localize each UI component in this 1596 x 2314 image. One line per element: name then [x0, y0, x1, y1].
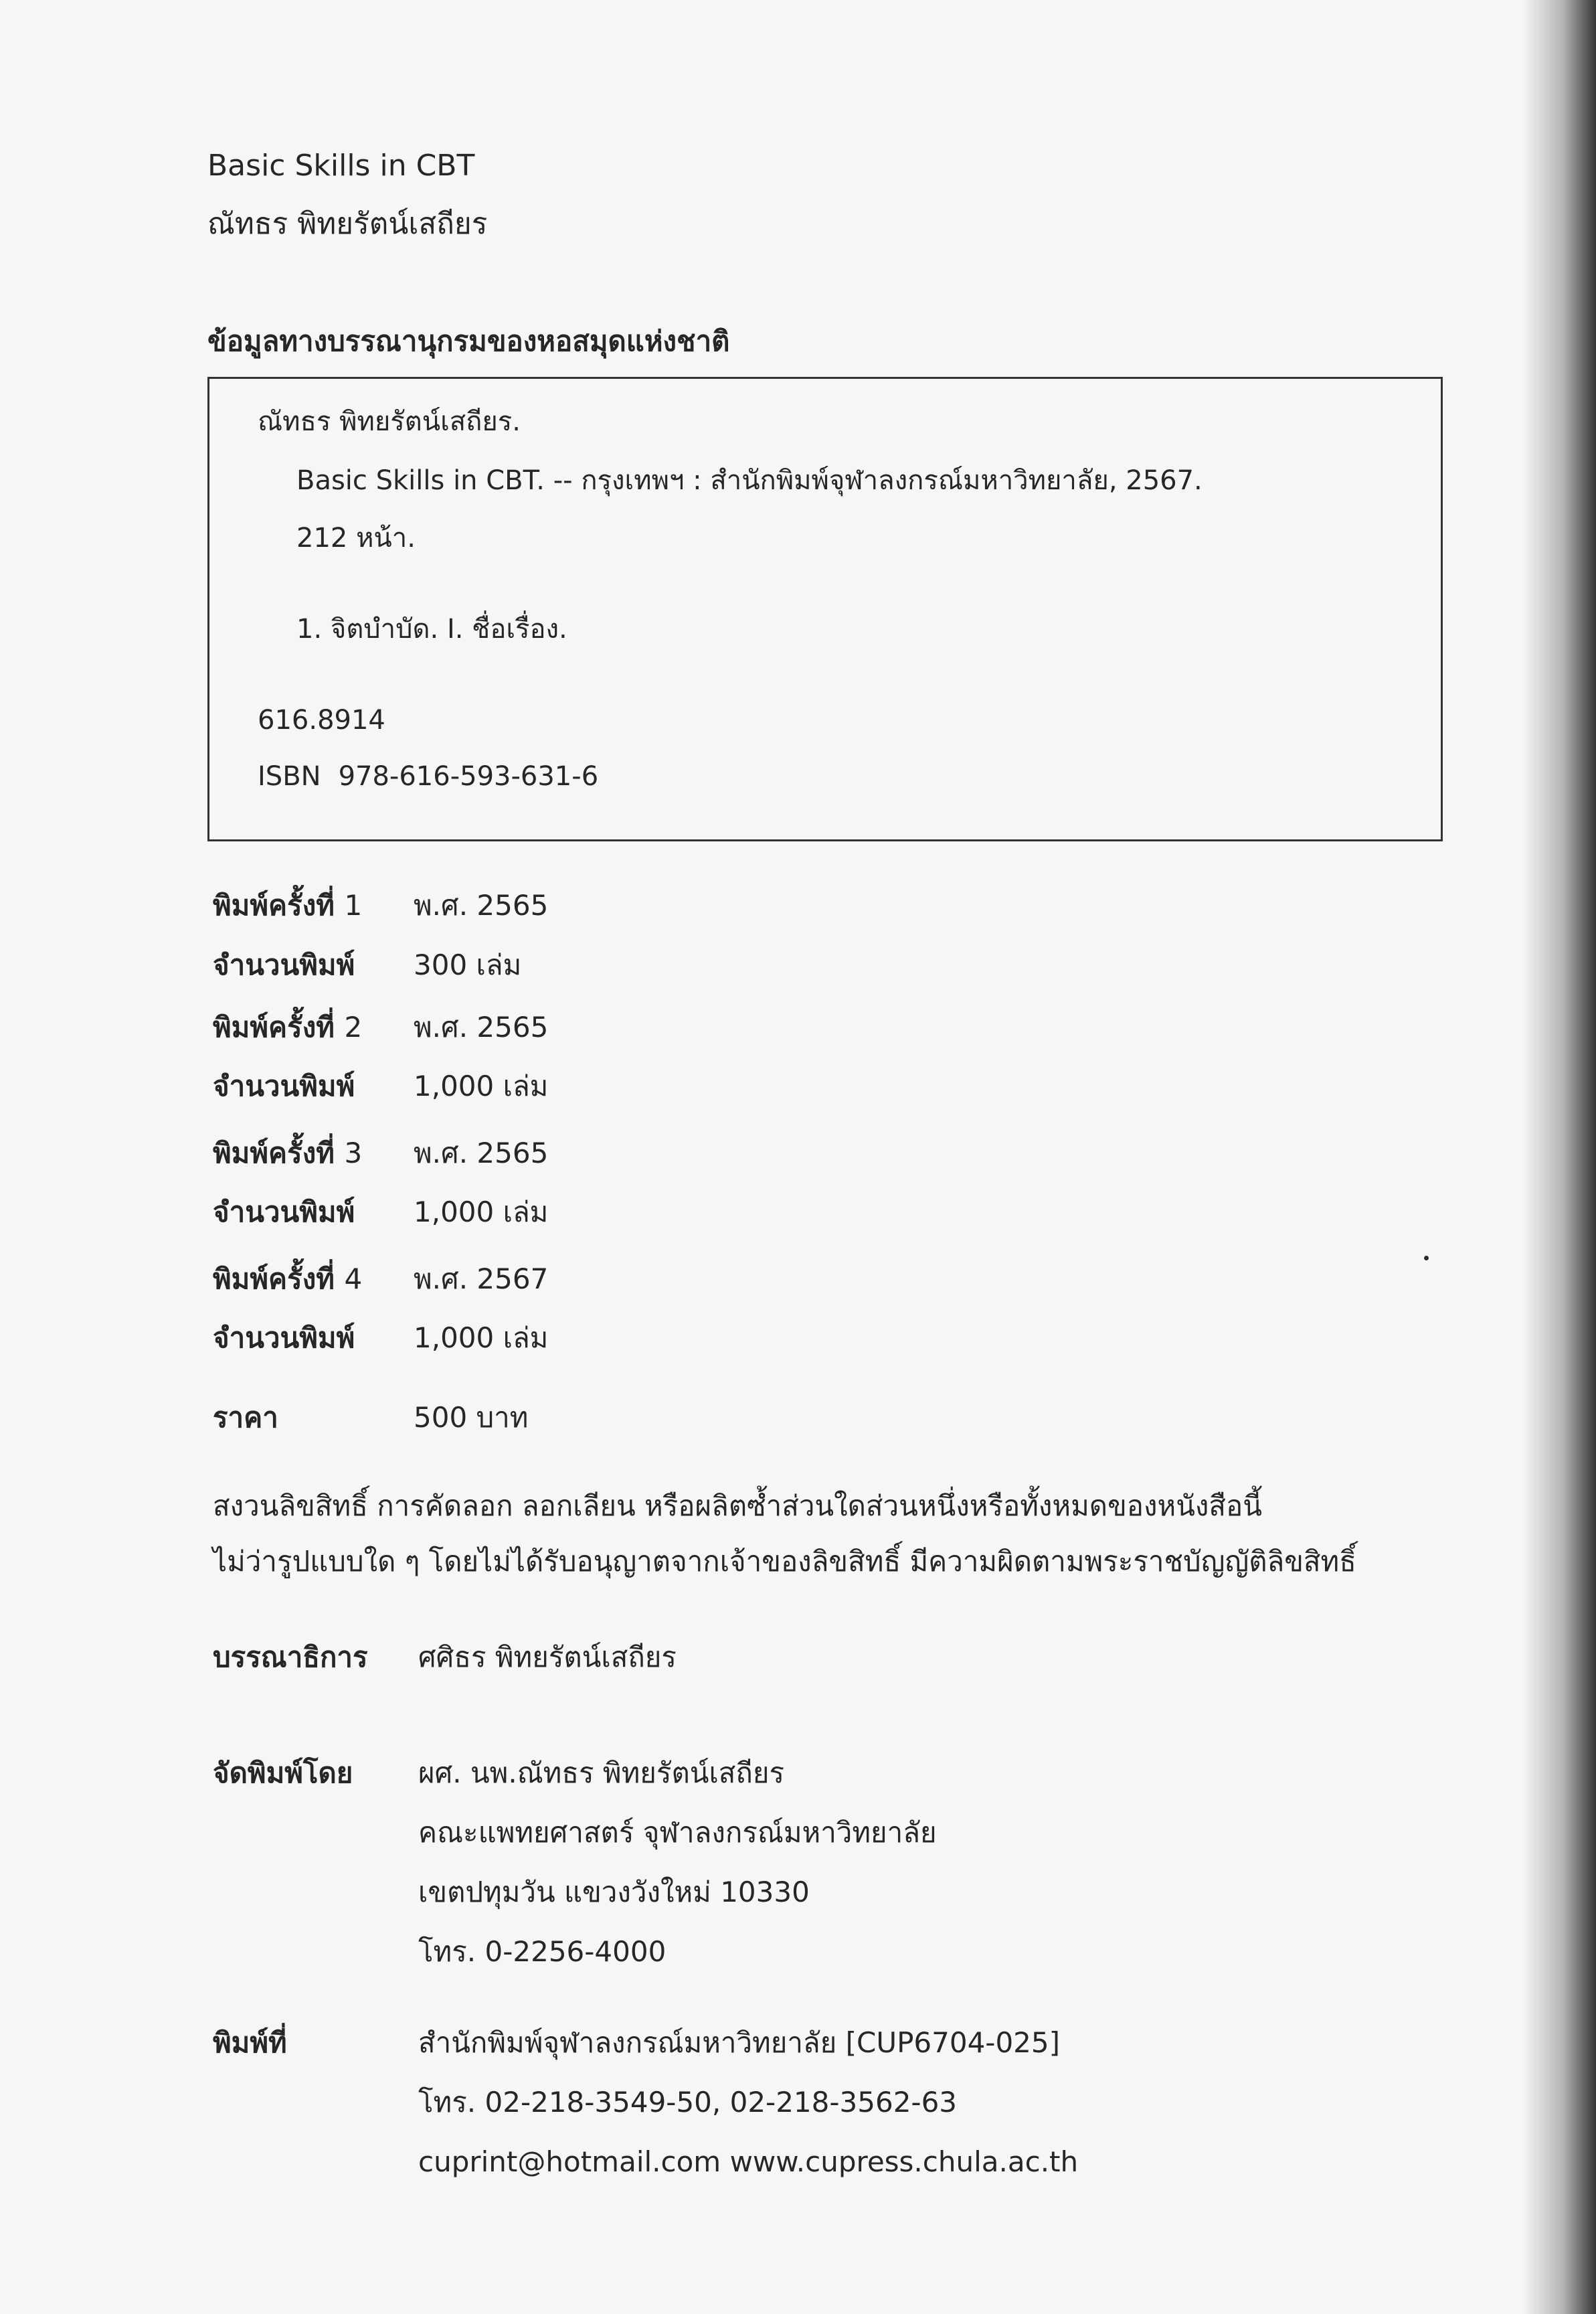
print-run-value: 1,000 เล่ม [414, 1195, 549, 1228]
book-author: ณัทธร พิทยรัตน์เสถียร [207, 207, 488, 241]
publisher-line: ผศ. นพ.ณัทธร พิทยรัตน์เสถียร [418, 1756, 785, 1789]
cip-isbn-value: 978-616-593-631-6 [338, 761, 599, 792]
publisher-line: คณะแพทยศาสตร์ จุฬาลงกรณ์มหาวิทยาลัย [418, 1816, 937, 1849]
page-edge-shadow [1522, 0, 1596, 2314]
edition-value: พ.ศ. 2565 [414, 1011, 549, 1044]
cip-classification: 616.8914 [258, 705, 385, 736]
print-run-label: จำนวนพิมพ์ [213, 1195, 355, 1228]
copyright-notice-line: สงวนลิขสิทธิ์ การคัดลอก ลอกเลียน หรือผลิตซ้ำส่วนใดส่วนหนึ่งหรือทั้งหมดของหนังสือนี้ [213, 1489, 1262, 1522]
publisher-label: จัดพิมพ์โดย [213, 1756, 353, 1789]
publisher-line: โทร. 0-2256-4000 [418, 1935, 667, 1968]
price-value: 500 บาท [414, 1401, 529, 1434]
print-run-value: 1,000 เล่ม [414, 1070, 549, 1102]
price-label: ราคา [213, 1401, 278, 1434]
edition-label: พิมพ์ครั้งที่ 3 [213, 1137, 363, 1169]
edition-label: พิมพ์ครั้งที่ 1 [213, 889, 363, 922]
printer-label: พิมพ์ที่ [213, 2026, 287, 2059]
print-speck [1424, 1256, 1429, 1260]
edition-value: พ.ศ. 2567 [414, 1262, 549, 1295]
publisher-line: เขตปทุมวัน แขวงวังใหม่ 10330 [418, 1876, 810, 1908]
book-title: Basic Skills in CBT [207, 149, 475, 183]
printer-contact-line: cuprint@hotmail.com www.cupress.chula.ac.th [418, 2145, 1079, 2178]
edition-label: พิมพ์ครั้งที่ 2 [213, 1011, 363, 1044]
print-run-label: จำนวนพิมพ์ [213, 948, 355, 981]
edition-value: พ.ศ. 2565 [414, 1137, 549, 1169]
edition-value: พ.ศ. 2565 [414, 889, 549, 922]
cip-subject: 1. จิตบำบัด. I. ชื่อเรื่อง. [296, 614, 567, 645]
printer-line: สำนักพิมพ์จุฬาลงกรณ์มหาวิทยาลัย [CUP6704-025] [418, 2026, 1061, 2059]
print-run-label: จำนวนพิมพ์ [213, 1321, 355, 1354]
edition-label: พิมพ์ครั้งที่ 4 [213, 1262, 363, 1295]
cip-isbn-label: ISBN [258, 761, 321, 792]
copyright-notice-line: ไม่ว่ารูปแบบใด ๆ โดยไม่ได้รับอนุญาตจากเจ้าของลิขสิทธิ์ มีความผิดตามพระราชบัญญัติลิขสิทธิ์ [213, 1545, 1356, 1578]
cip-pages: 212 หน้า. [296, 523, 416, 554]
printer-line: โทร. 02-218-3549-50, 02-218-3562-63 [418, 2086, 958, 2119]
cip-author-entry: ณัทธร พิทยรัตน์เสถียร. [258, 406, 521, 437]
print-run-value: 1,000 เล่ม [414, 1321, 549, 1354]
cip-record-box [207, 377, 1443, 841]
editor-label: บรรณาธิการ [213, 1641, 368, 1673]
print-run-label: จำนวนพิมพ์ [213, 1070, 355, 1102]
cip-heading: ข้อมูลทางบรรณานุกรมของหอสมุดแห่งชาติ [207, 325, 730, 357]
print-run-value: 300 เล่ม [414, 948, 522, 981]
cip-title-entry: Basic Skills in CBT. -- กรุงเทพฯ : สำนักพิมพ์จุฬาลงกรณ์มหาวิทยาลัย, 2567. [296, 465, 1203, 496]
cip-isbn-line [258, 758, 598, 795]
editor-name: ศศิธร พิทยรัตน์เสถียร [418, 1641, 677, 1673]
